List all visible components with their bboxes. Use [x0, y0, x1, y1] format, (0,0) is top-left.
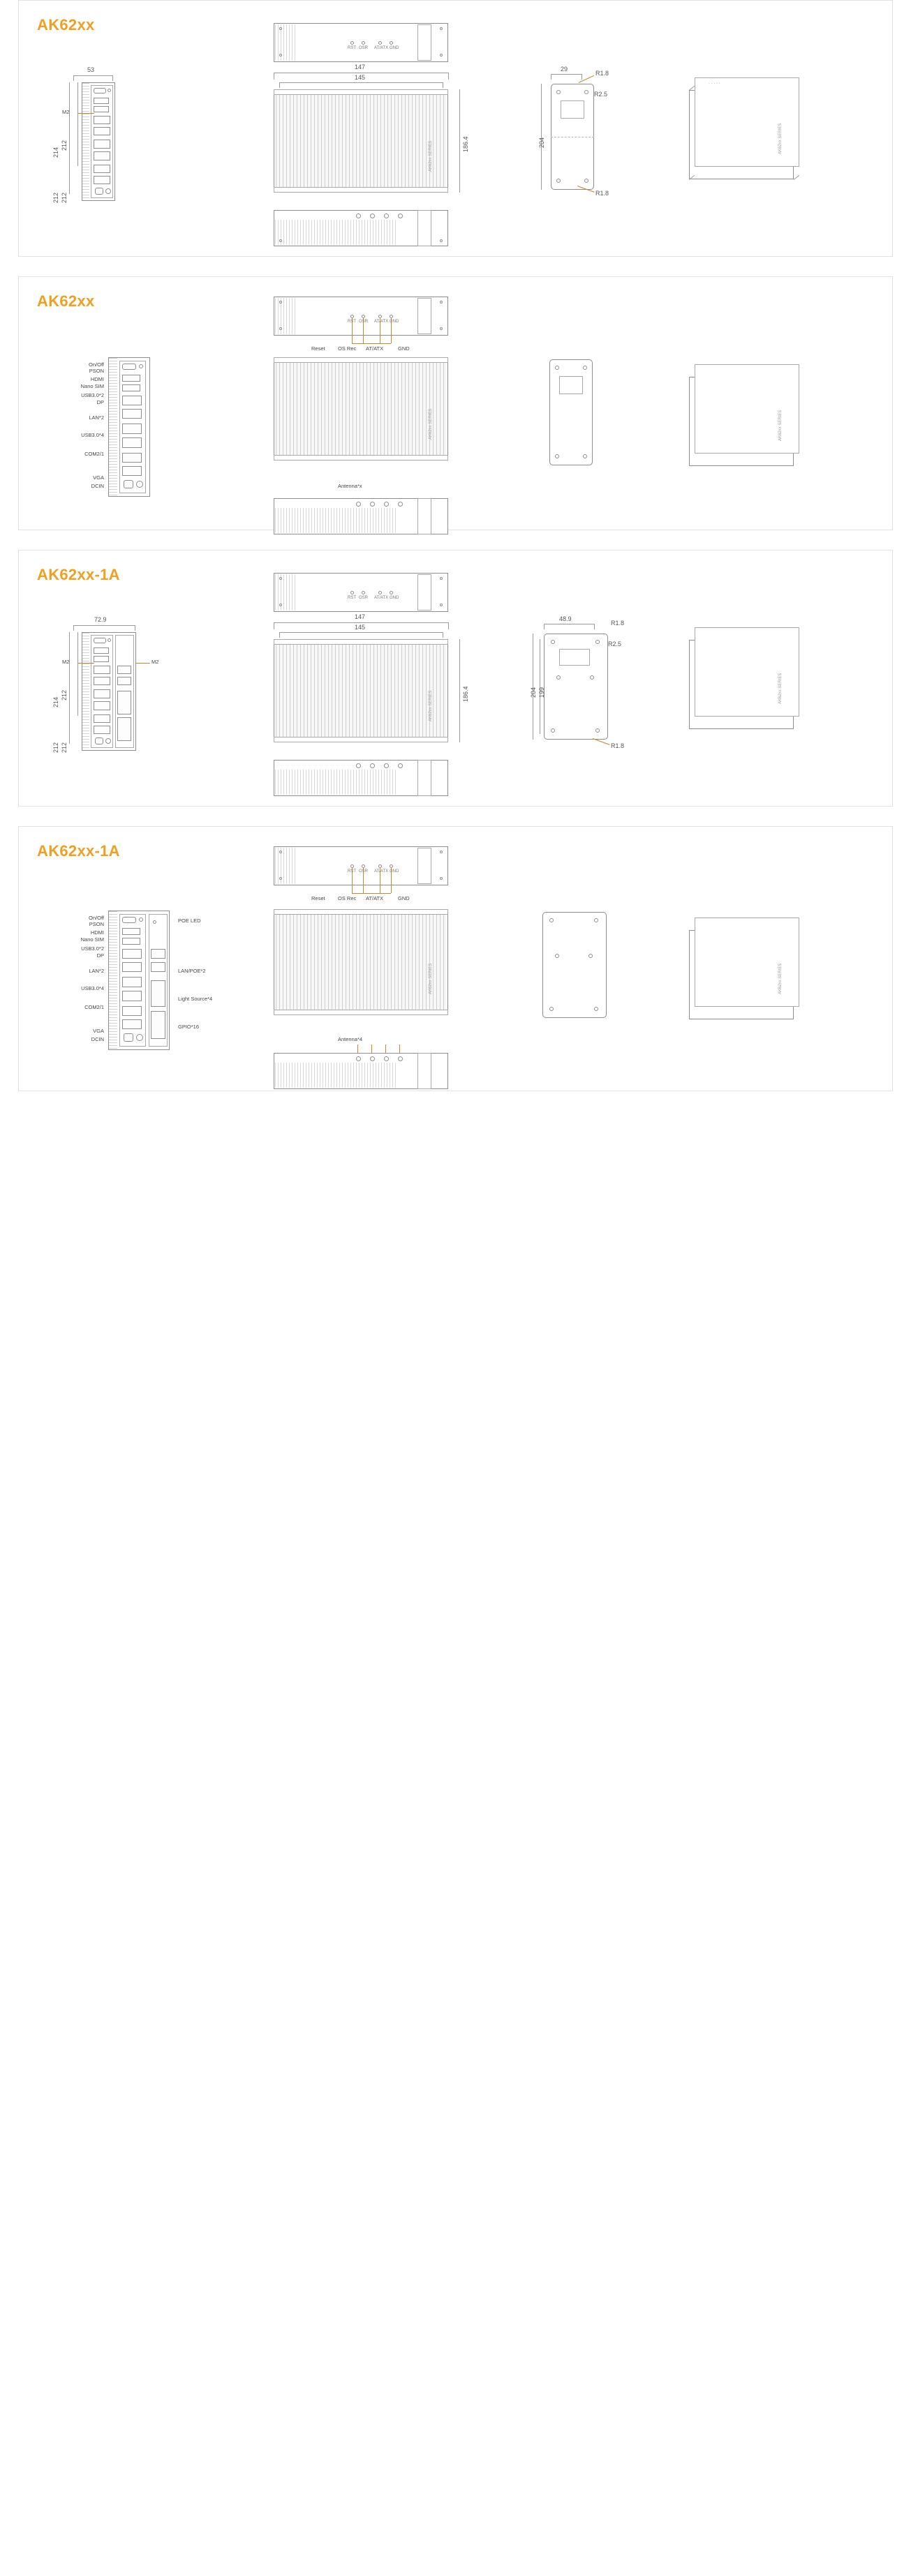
io-label-hdmi: HDMI [90, 929, 104, 936]
dim-radius-top: R1.8 [611, 620, 625, 627]
io-label-usb30x2: USB3.0*2 [81, 392, 104, 398]
dim-side-width: 29 [561, 66, 568, 73]
panel-ak62xx-1a-dimensions [18, 550, 893, 807]
front-small-view [274, 1036, 469, 1093]
side-view-group [535, 67, 661, 214]
rear-label-osrec: OS Rec [338, 345, 357, 352]
dim-radius-top: R1.8 [595, 70, 609, 77]
dim-radius-mid: R2.5 [608, 641, 622, 647]
label-m2-right: M2 [151, 659, 159, 665]
rear-label-reset: Reset [311, 345, 325, 352]
front-io-view-group [61, 911, 270, 1071]
dim-front-height-lower-b: 212 [61, 742, 68, 753]
io-label-vga: VGA [93, 1028, 104, 1034]
rear-label-atatx: AT/ATX [366, 895, 384, 901]
side-view-group [542, 912, 654, 1038]
iso-view-group: AK62xx SERIES · · · · · [689, 77, 829, 203]
io-label-nanosim: Nano SIM [80, 936, 104, 943]
front-view-group [52, 616, 200, 791]
front-small-view [274, 483, 469, 539]
io-label-com21: COM2/1 [84, 451, 104, 457]
io-label-onoff: On/Off [89, 361, 104, 368]
panel-ak62xx-1a-io [18, 826, 893, 1091]
panel-title: AK62xx-1A [37, 566, 120, 583]
dim-radius-mid: R2.5 [594, 91, 608, 98]
rear-view-group: RST OSR AT/ATX GND Reset OS Rec AT/ATX GND [274, 846, 469, 902]
front-view-group [52, 66, 165, 241]
rear-label-reset: Reset [311, 895, 325, 901]
io-label-dcin: DCIN [91, 1036, 104, 1042]
antenna-label: Antenna*4 [338, 1036, 363, 1042]
rear-label-gnd: GND [398, 345, 410, 352]
io-label-lanx2: LAN*2 [89, 968, 104, 974]
io-label-pson: PSON [89, 368, 104, 374]
dim-front-height-lower-b: 212 [61, 192, 68, 203]
io-label-lan-poe: LAN/POE*2 [178, 968, 206, 974]
dim-front-width: 72.9 [94, 616, 107, 623]
io-label-gpio: GPIO*16 [178, 1024, 200, 1030]
label-m2-left: M2 [62, 659, 70, 665]
io-label-light-source: Light Source*4 [178, 996, 213, 1002]
front-small-view [274, 760, 455, 800]
io-label-vga: VGA [93, 474, 104, 481]
dim-top-depth: 186.4 [462, 136, 469, 152]
dim-side-height-inner: 199 [538, 687, 545, 698]
io-label-poe-led: POE LED [178, 918, 201, 924]
label-m2: M2 [62, 109, 70, 115]
rear-label-gnd: GND [398, 895, 410, 901]
top-view-group: 147 145 AK62xx SERIES 186.4 [274, 617, 469, 749]
io-label-dp: DP [96, 399, 104, 405]
io-label-pson: PSON [89, 921, 104, 927]
io-label-hdmi: HDMI [90, 376, 104, 382]
dim-side-height: 204 [538, 137, 545, 148]
io-label-usb30x4: USB3.0*4 [81, 985, 104, 991]
antenna-label: Antenna*x [338, 483, 362, 489]
iso-view-group: AK62xx SERIES [689, 627, 829, 753]
panel-title: AK62xx [37, 16, 95, 33]
rear-label-osrec: OS Rec [338, 895, 357, 901]
iso-view-group: AK62xx SERIES [689, 918, 829, 1040]
panel-title: AK62xx-1A [37, 842, 120, 860]
io-label-usb30x4: USB3.0*4 [81, 432, 104, 438]
front-io-view-group [61, 357, 214, 518]
dim-front-height-lower-a: 212 [52, 742, 59, 753]
io-label-com21: COM2/1 [84, 1004, 104, 1010]
rear-small-view: RST OSR AT/ATX GND [274, 23, 455, 65]
io-label-usb30x2: USB3.0*2 [81, 945, 104, 952]
rear-small-view: RST OSR AT/ATX GND [274, 573, 455, 615]
dim-front-width: 53 [87, 66, 95, 73]
dim-side-width: 48.9 [559, 615, 572, 622]
dim-front-height-lower-a: 212 [52, 192, 59, 203]
dim-radius-bottom: R1.8 [611, 742, 625, 749]
dim-top-width-outer: 147 [355, 613, 366, 620]
panel-ak62xx-dimensions [18, 0, 893, 257]
dim-top-width-inner: 145 [355, 74, 366, 81]
dim-top-depth: 186.4 [462, 686, 469, 702]
front-small-view [274, 210, 455, 250]
dim-front-height-total: 214 [52, 696, 59, 707]
dim-radius-bottom: R1.8 [595, 190, 609, 197]
io-label-nanosim: Nano SIM [80, 383, 104, 389]
dim-top-width-outer: 147 [355, 63, 366, 70]
top-view-group: 147 145 AK62xx SERIES 186.4 [274, 67, 469, 200]
dim-front-height-mid: 212 [61, 140, 68, 151]
top-view-group: AK62xx SERIES [274, 909, 469, 1038]
dim-side-height: 204 [530, 687, 537, 698]
panel-title: AK62xx [37, 292, 95, 310]
io-label-dcin: DCIN [91, 483, 104, 489]
dim-top-width-inner: 145 [355, 624, 366, 631]
iso-view-group: AK62xx SERIES [689, 364, 829, 483]
dim-front-height-total: 214 [52, 147, 59, 158]
side-view-group [528, 617, 668, 767]
drawing-page [0, 0, 911, 1091]
panel-ak62xx-io [18, 276, 893, 530]
top-view-group: AK62xx SERIES [274, 357, 469, 483]
io-label-dp: DP [96, 952, 104, 959]
side-view-group [549, 359, 647, 481]
io-label-onoff: On/Off [89, 915, 104, 921]
rear-view-group: RST OSR AT/ATX GND Reset OS Rec AT/ATX GND [274, 297, 469, 352]
dim-front-height-mid: 212 [61, 689, 68, 701]
io-label-lanx2: LAN*2 [89, 414, 104, 421]
rear-label-atatx: AT/ATX [366, 345, 384, 352]
